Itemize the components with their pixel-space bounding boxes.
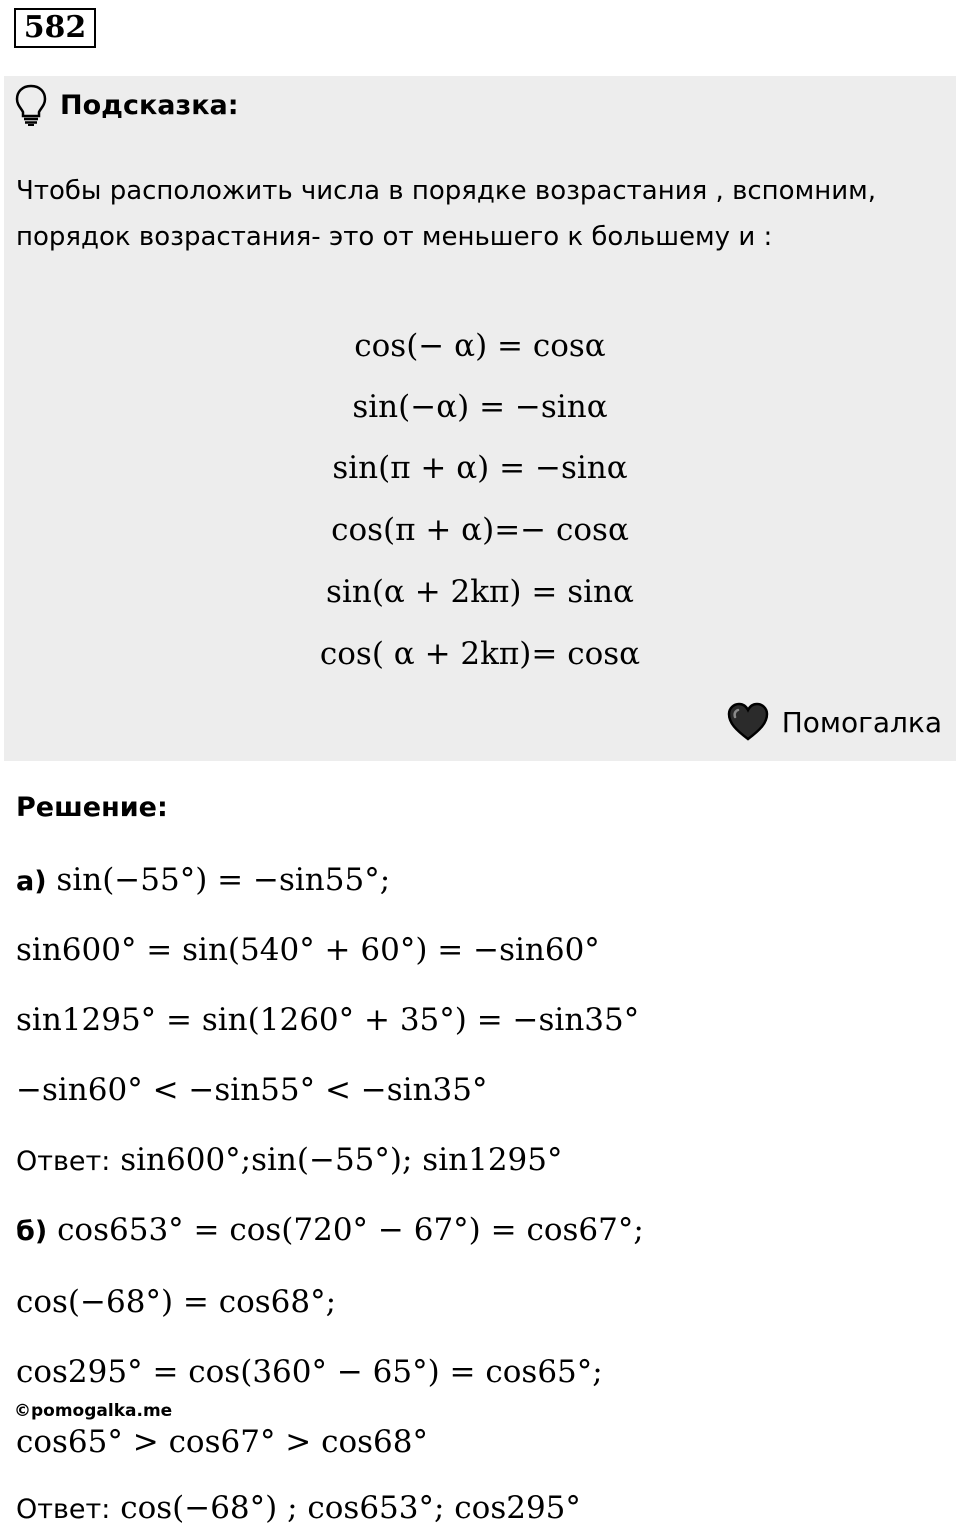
problem-number: 582 <box>14 8 96 48</box>
part-b-first-expression: cos653° = cos(720° − 67°) = cos67°; <box>57 1212 644 1248</box>
part-a-first-expression: sin(−55°) = −sin55°; <box>56 862 391 898</box>
part-b-answer <box>16 1486 581 1532</box>
hint-text: Чтобы расположить числа в порядке возрастания , вспомним, порядок возрастания- это от меньшего к большему и : <box>16 176 876 252</box>
part-a-line-2: sin1295° = sin(1260° + 35°) = −sin35° <box>16 1002 640 1038</box>
part-b-line-2: cos295° = cos(360° − 65°) = cos65°; <box>16 1354 603 1390</box>
part-a-label: а) <box>16 866 47 897</box>
hint-header <box>14 84 239 126</box>
formula-cos-pi: cos(π + α)=− cosα <box>331 512 629 548</box>
lightbulb-icon <box>14 84 48 126</box>
brand <box>726 700 942 744</box>
formula-cos-neg: cos(− α) = cosα <box>354 328 606 364</box>
formula-cos-period: cos( α + 2kπ)= cosα <box>319 636 641 672</box>
watermark: ©pomogalka.me <box>14 1401 173 1421</box>
part-b-answer-label: Ответ: <box>16 1494 111 1525</box>
part-b-first-line <box>16 1208 644 1254</box>
heart-icon <box>726 702 770 742</box>
formula-sin-period: sin(α + 2kπ) = sinα <box>326 574 634 610</box>
solution-title: Решение: <box>16 792 168 823</box>
part-b-label: б) <box>16 1216 48 1247</box>
part-b-line-1: cos(−68°) = cos68°; <box>16 1284 337 1320</box>
part-a-answer <box>16 1138 562 1184</box>
formula-sin-neg: sin(−α) = −sinα <box>352 389 608 425</box>
part-a-line-3: −sin60° < −sin55° < −sin35° <box>16 1072 488 1108</box>
part-b-line-3: cos65° > cos67° > cos68° <box>16 1424 429 1460</box>
brand-label: Помогалка <box>781 705 942 739</box>
part-a-answer-label: Ответ: <box>16 1146 111 1177</box>
part-b-answer-value: cos(−68°) ; cos653°; cos295° <box>120 1490 581 1526</box>
part-a-first-line <box>16 858 390 904</box>
formula-sin-pi: sin(π + α) = −sinα <box>332 450 628 486</box>
part-a-line-1: sin600° = sin(540° + 60°) = −sin60° <box>16 932 600 968</box>
hint-title: Подсказка: <box>60 89 239 121</box>
part-a-answer-value: sin600°;sin(−55°); sin1295° <box>120 1142 563 1178</box>
